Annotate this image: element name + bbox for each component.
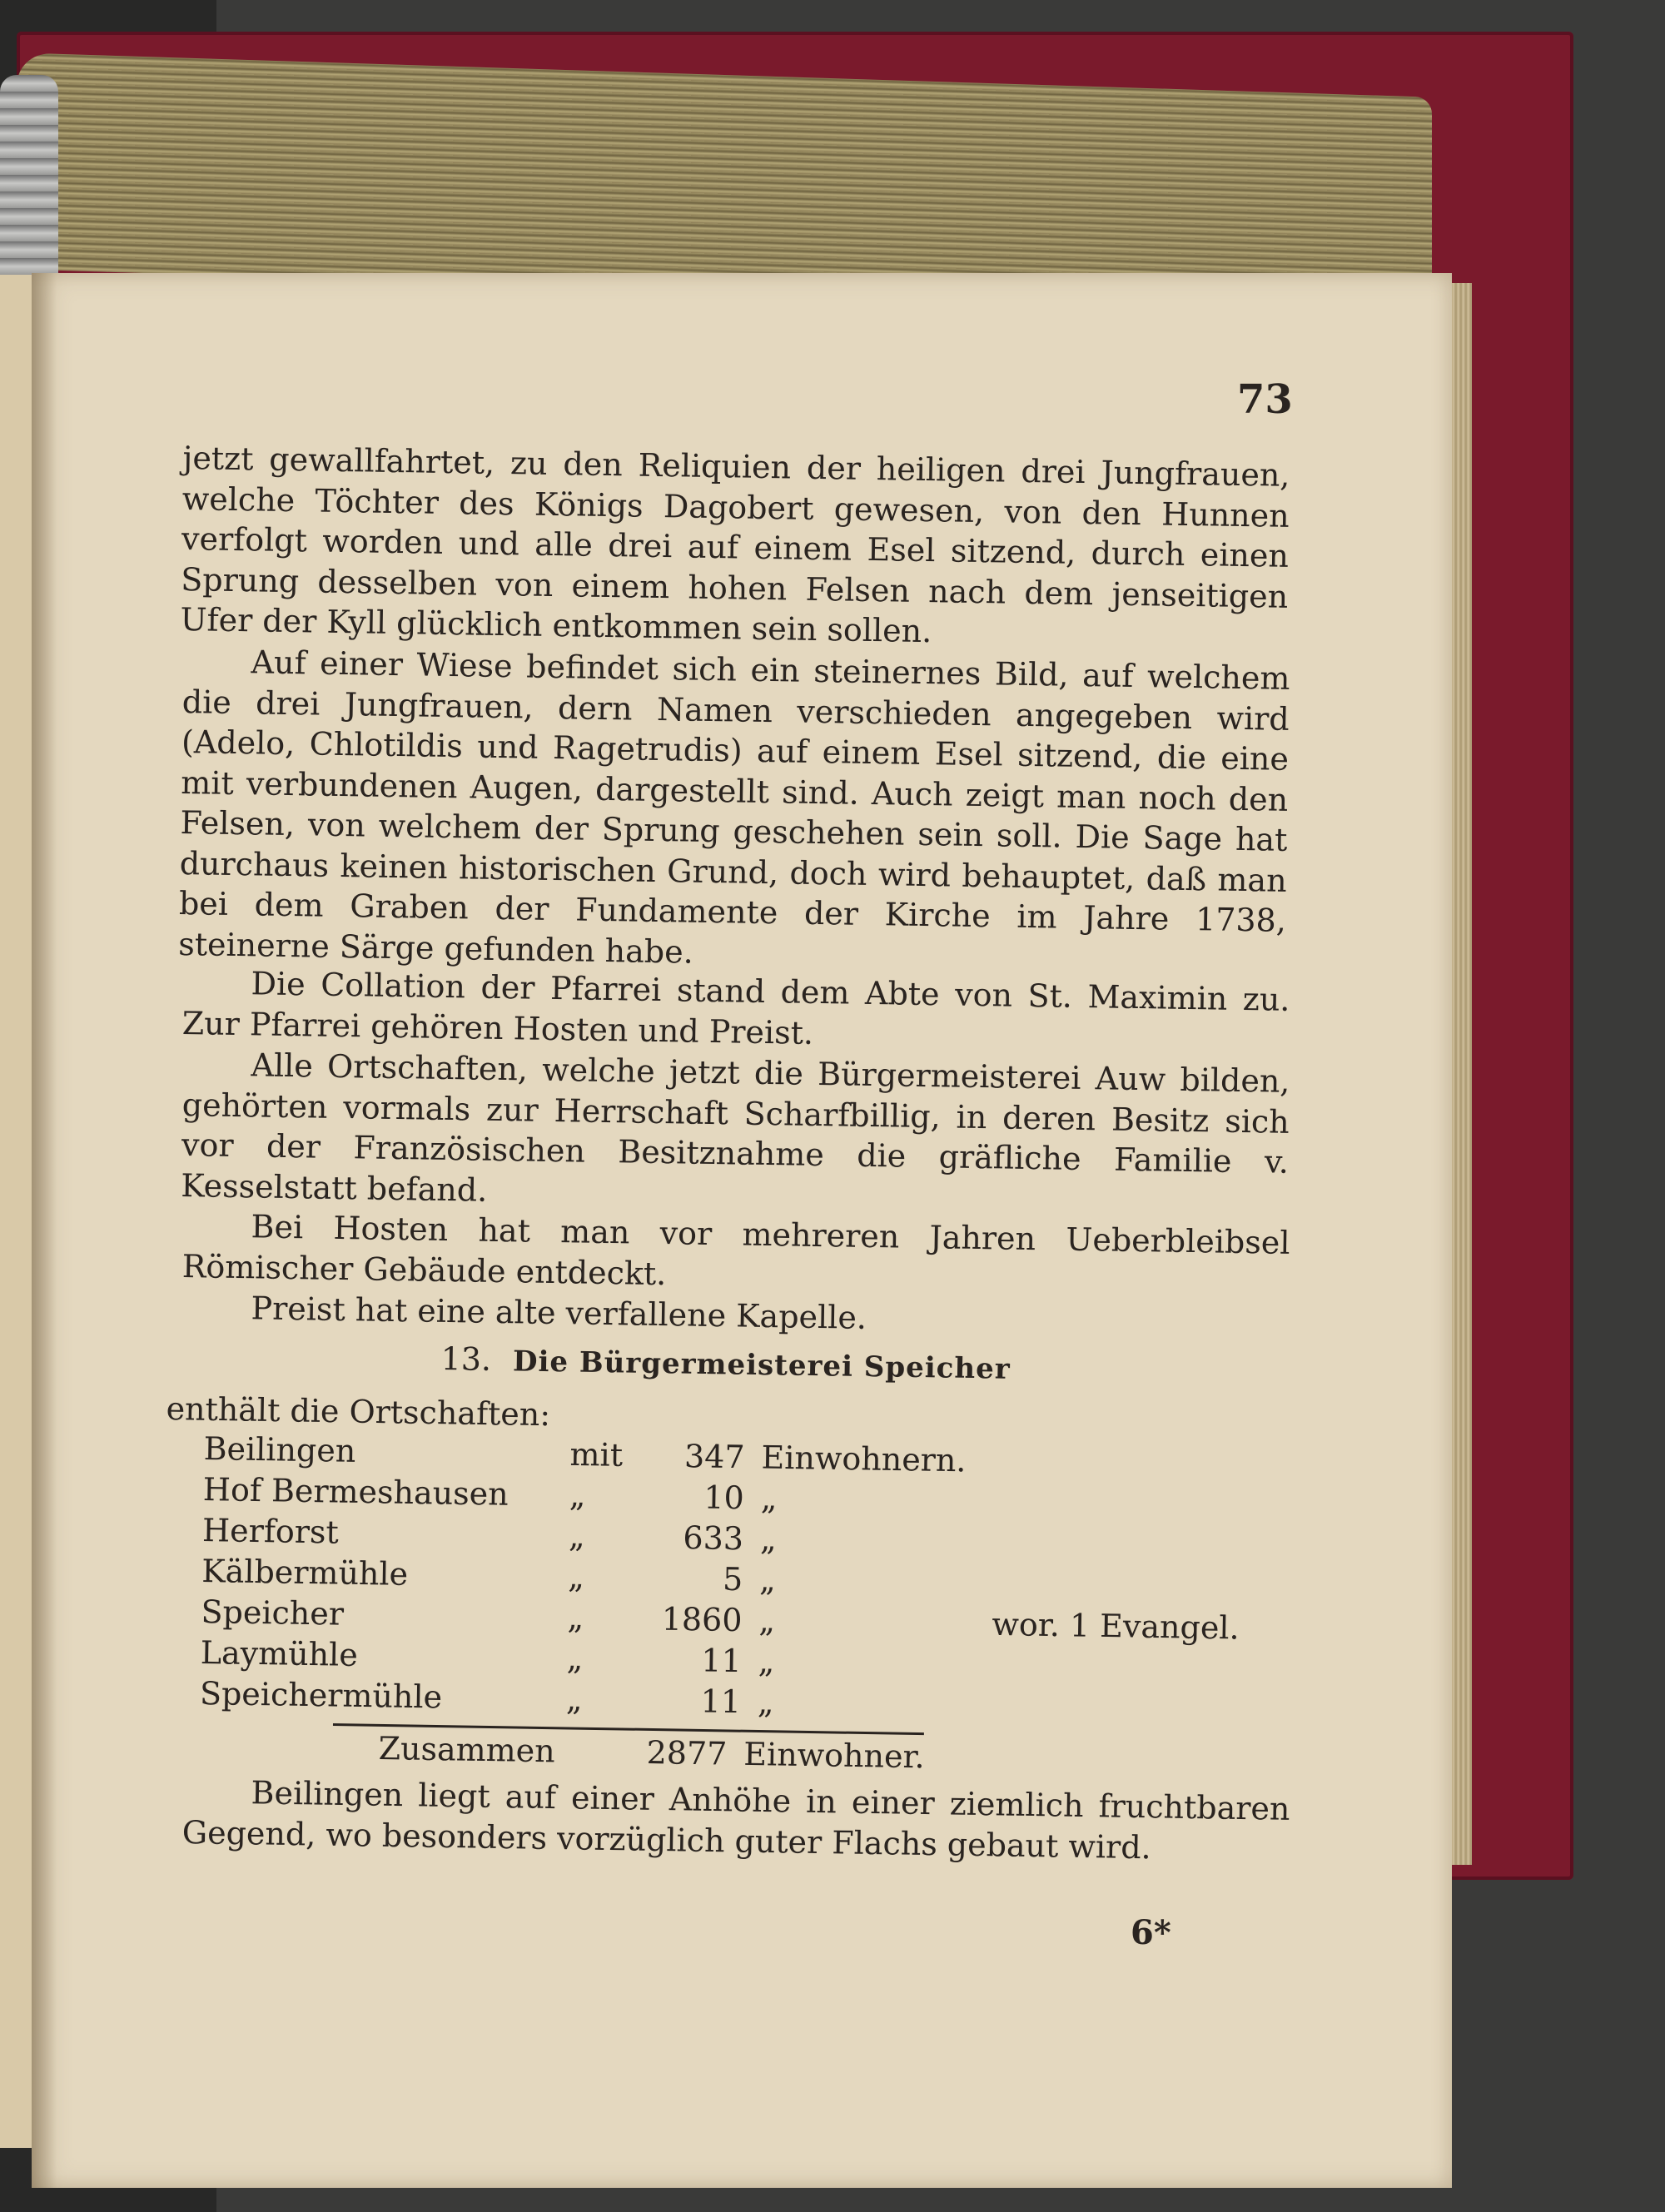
place-name: Laymühle — [200, 1633, 359, 1673]
ditto-mit: mit — [569, 1435, 624, 1474]
row-note: wor. 1 Evangel. — [992, 1605, 1240, 1647]
inhabitant-count: 5 — [722, 1560, 743, 1598]
intro-line: enthält die Ortschaften: — [166, 1390, 551, 1434]
ditto-mit: „ — [567, 1558, 585, 1596]
paragraph-3-text: Die Collation der Pfarrei stand dem Abte von St. Maximin zu. Zur Pfarrei gehören Hosten und Preist. — [181, 965, 1290, 1051]
page-number: 73 — [1237, 376, 1293, 423]
total-label: Zusammen — [378, 1730, 556, 1770]
unit-label: „ — [758, 1602, 776, 1639]
ditto-mit: „ — [565, 1680, 584, 1718]
paragraph-2-text: Auf einer Wiese befindet sich ein steinernes Bild, auf welchem die drei Jungfrauen, dern Namen verschieden angegeben wird (Adelo, Chlotildis und Ragetrudis) auf einem Esel sitzend, die eine mit verbundenen Augen, dargestellt sind. Auch zeigt man noch den Felsen, von welchem der Sprung geschehen sein soll. Die Sage hat durchaus keinen historischen Grund, doch wird behauptet, daß man bei dem Graben der Fundamente der Kirche im Jahre 1738, steinerne Särge gefunden habe. — [177, 644, 1290, 971]
total-count: 2877 — [646, 1734, 728, 1772]
ditto-mit: „ — [569, 1476, 586, 1514]
inhabitant-count: 10 — [703, 1479, 745, 1517]
gutter-shadow — [32, 273, 57, 2188]
page-stack-right — [1449, 283, 1472, 1865]
paragraph-4-text: Alle Ortschaften, welche jetzt die Bürgermeisterei Auw bilden, gehörten vormals zur Herrschaft Scharfbillig, in deren Besitz sich vor der Französischen Besitznahme die gräfliche Familie v. Kesselstatt befand. — [180, 1046, 1290, 1209]
bookmark-ribbon — [0, 75, 58, 291]
inhabitant-count: 11 — [700, 1683, 742, 1721]
population-table — [200, 1430, 1303, 1733]
section-title: Die Bürgermeisterei Speicher — [512, 1345, 1011, 1386]
paragraph-2 — [178, 641, 1290, 982]
unit-label: „ — [760, 1479, 778, 1517]
signature-mark: 6* — [1131, 1913, 1171, 1952]
unit-label: „ — [757, 1683, 774, 1721]
inhabitant-count: 633 — [683, 1519, 744, 1558]
unit-label: „ — [759, 1520, 778, 1558]
inhabitant-count: 347 — [683, 1438, 745, 1476]
unit-label: „ — [758, 1561, 777, 1598]
place-name: Speichermühle — [199, 1674, 443, 1716]
inhabitant-count: 11 — [701, 1642, 743, 1680]
ditto-mit: „ — [567, 1598, 584, 1637]
unit-label: Einwohnern. — [761, 1439, 967, 1479]
inhabitant-count: 1860 — [661, 1600, 743, 1639]
paragraph-1-text: jetzt gewallfahrtet, zu den Reliquien der heiligen drei Jungfrauen, welche Töchter des Königs Dagobert gewesen, von den Hunnen verfolgt worden und alle drei auf einem Esel sitzend, durch einen Sprung desselben von einem hohen Felsen nach dem jenseitigen Ufer der Kyll glücklich entkommen sein sollen. — [180, 439, 1290, 650]
place-name: Hof Bermeshausen — [202, 1470, 509, 1513]
ditto-mit: „ — [568, 1517, 586, 1555]
paragraph-1 — [180, 438, 1290, 657]
place-name: Kälbermühle — [201, 1552, 409, 1593]
total-unit: Einwohner. — [743, 1735, 925, 1776]
ditto-mit: „ — [566, 1639, 584, 1678]
closing-paragraph-text: Beilingen liegt auf einer Anhöhe in einer ziemlich fruchtbaren Gegend, wo besonders vorzüglich guter Flachs gebaut wird. — [181, 1774, 1290, 1866]
paragraph-4 — [181, 1044, 1290, 1223]
paragraph-5-text: Bei Hosten hat man vor mehreren Jahren Ueberbleibsel Römischer Gebäude entdeckt. — [181, 1208, 1290, 1292]
section-number: 13. — [440, 1340, 492, 1378]
unit-label: „ — [758, 1643, 775, 1680]
paragraph-6-text: Preist hat eine alte verfallene Kapelle. — [251, 1290, 867, 1336]
place-name: Herforst — [201, 1511, 340, 1551]
place-name: Beilingen — [203, 1430, 356, 1469]
place-name: Speicher — [201, 1593, 345, 1633]
facing-page-edge — [0, 275, 35, 2148]
